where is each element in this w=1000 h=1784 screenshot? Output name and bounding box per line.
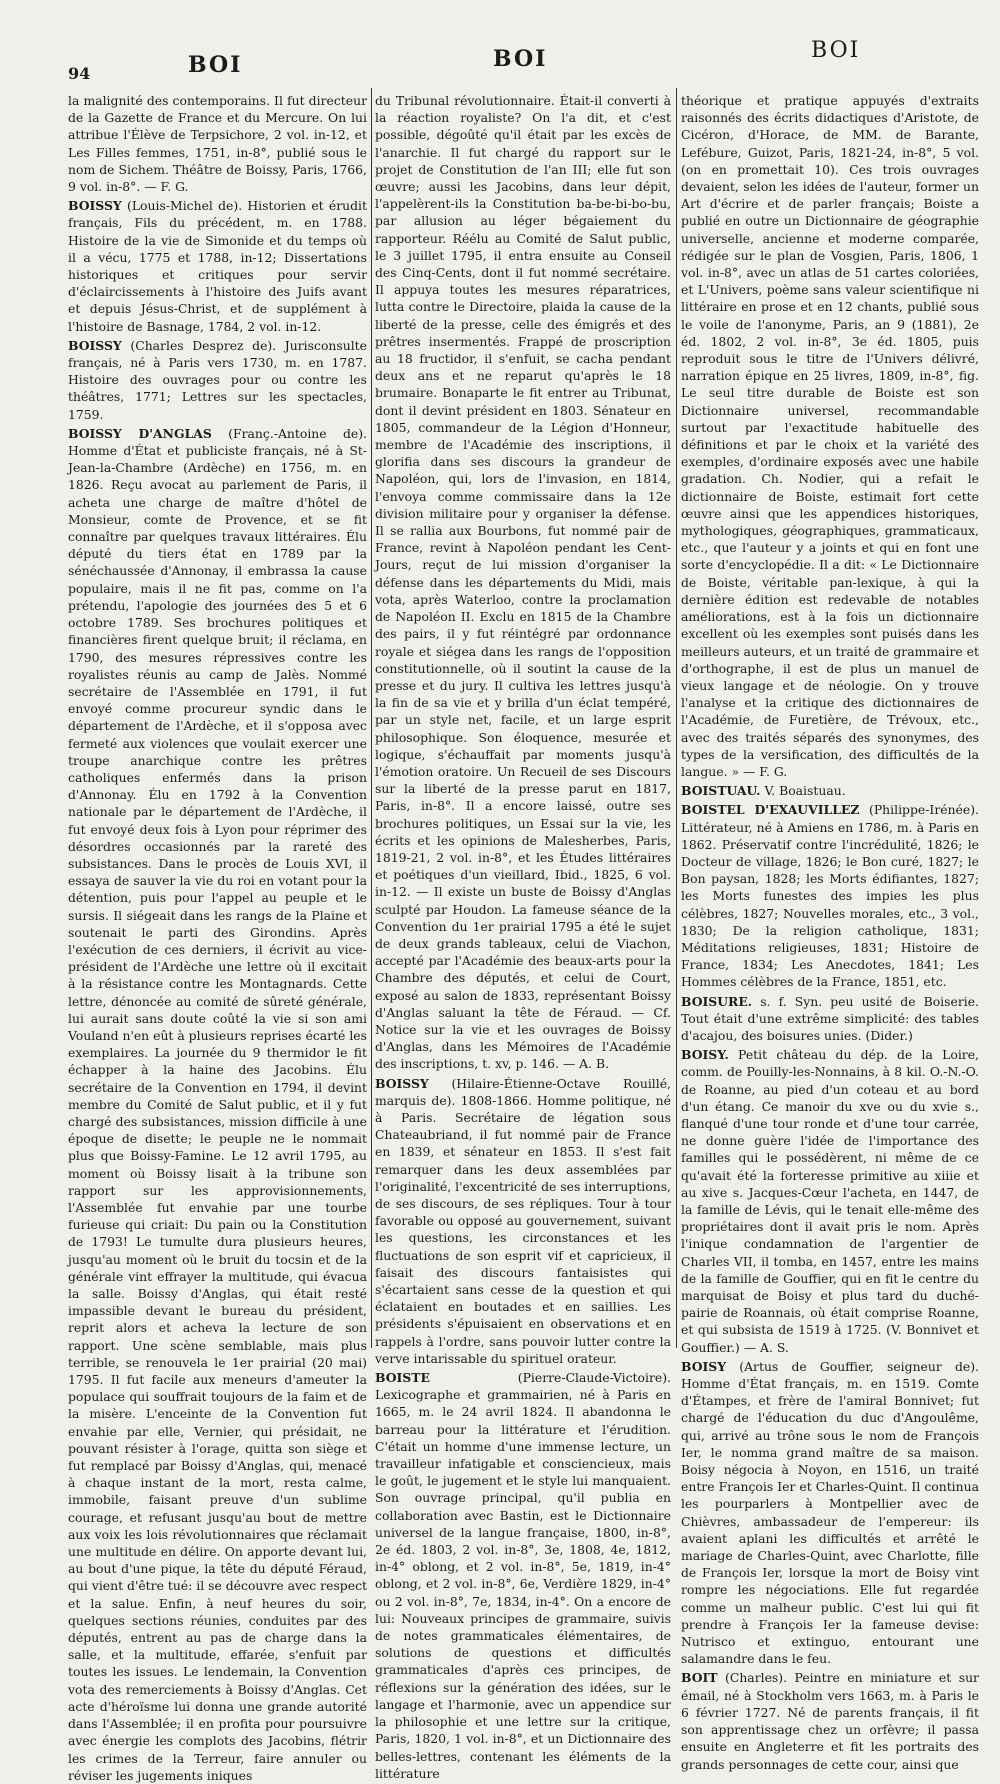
running-head-center: BOI [493,46,548,72]
column-divider [676,88,677,1348]
text-column-middle [375,92,671,1781]
running-head-left: BOI [188,52,243,78]
dictionary-entry [681,993,979,1045]
column-divider [371,88,372,1348]
entry-headword: BOISSY [68,337,122,353]
entry-text: s. f. Syn. peu usité de Boiserie. Tout était d'une extrême simplicité: des tables d'acajou, des boisures unies. (Dider.) [681,993,979,1043]
entry-text: la malignité des contemporains. Il fut directeur de la Gazette de France et du Mercure. On lui attribue l'Élève de Terpsichore, 2 vol. in-12, et Les Filles femmes, 1751, in-8°, publié sous le nom de Sichem. Théâtre de Boissy, Paris, 1766, 9 vol. in-8°. — F. G. [68,93,367,195]
dictionary-entry [681,1358,979,1668]
dictionary-entry [68,197,367,335]
entry-headword: BOISSY [375,1075,429,1091]
entry-headword: BOISURE. [681,993,753,1009]
entry-text: V. Boaistuau. [764,783,846,799]
entry-text: (Charles Desprez de). Jurisconsulte français, né à Paris vers 1730, m. en 1787. Histoire des ouvrages pour ou contre les théâtres, 1771; Lettres sur les spectacles, 1759. [68,337,367,422]
dictionary-entry [681,782,979,799]
text-column-right [681,92,979,1772]
entry-text: Petit château du dép. de la Loire, comm. de Pouilly-les-Nonnains, à 8 kil. O.-N.-O. de Roanne, au pied d'un coteau et au bord d'un étang. Ce manoir du xve ou du xvie s., flanqué d'une tour ronde et d'une tour carrée, ne donne guère l'idée de l'importance des familles qui le possédèrent, ni même de ce qu'avait été la forteresse primitive au xiiie et au xive s. Jacques-Cœur l'acheta, en 1447, de la famille de Lévis, qui le tenait elle-même des propriétaires dont il avait pris le nom. Après l'inique condamnation de l'argentier de Charles VII, il tomba, en 1457, entre les mains de la famille de Gouffier, qui en fit le centre du marquisat de Boisy et plus tard du duché-pairie de Roannais, où était comprise Roanne, et qui subsista de 1519 à 1725. (V. Bonnivet et Gouffier.) — A. S. [681,1047,979,1355]
dictionary-entry [681,1669,979,1772]
dictionary-entry [681,1046,979,1356]
entry-text: (Philippe-Irénée). Littérateur, né à Amiens en 1786, m. à Paris en 1862. Préservatif contre l'incrédulité, 1826; le Docteur de village, 1826; le Bon curé, 1827; le Bon paysan, 1828; les Morts édifiantes, 1827; les Morts funestes des impies les plus célèbres, 1827; Nouvelles morales, etc., 3 vol., 1830; De la religion catholique, 1831; Méditations religieuses, 1831; Histoire de France, 1834; Les Anecdotes, 1841; Les Hommes célèbres de la France, 1851, etc. [681,802,979,990]
dictionary-entry [68,425,367,1784]
entry-text: (Louis-Michel de). Historien et érudit français, Fils du précédent, m. en 1788. Histoire de la vie de Simonide et du temps où il a vécu, 1775 et 1788, in-12; Dissertations historiques et critiques pour servir d'éclaircissements à l'histoire des Juifs avant et depuis Jésus-Christ, et de supplément à l'histoire de Basnage, 1784, 2 vol. in-12. [68,198,367,334]
dictionary-entry [375,92,671,1073]
page-number: 94 [68,64,91,83]
dictionary-entry [681,92,979,780]
entry-text: (Pierre-Claude-Victoire). Lexicographe et grammairien, né à Paris en 1665, m. le 24 avril 1824. Il abandonna le barreau pour la littérature et l'érudition. C'était un homme d'une immense lecture, un travailleur infatigable et consciencieux, mais le goût, le jugement et le style lui manquaient. Son ouvrage principal, qu'il publia en collaboration avec Bastin, est le Dictionnaire universel de la langue française, 1800, in-8°, 2e éd. 1803, 2 vol. in-8°, 3e, 1808, 4e, 1812, in-4° oblong, et 2 vol. in-8°, 5e, 1819, in-4° oblong, et 2 vol. in-8°, 6e, Verdière 1829, in-4° ou 2 vol. in-8°, 7e, 1834, in-4°. On a encore de lui: Nouveaux principes de grammaire, suivis de notes grammaticales élémentaires, de solutions de questions et difficultés grammaticales d'après ces principes, de réflexions sur la génération des idées, sur le langage et l'harmonie, avec un appendice sur la philosophie et une lettre sur la critique, Paris, 1820, 1 vol. in-8°, et un Dictionnaire des belles-lettres, contenant les éléments de la littérature [375,1370,671,1781]
dictionary-entry [375,1369,671,1782]
entry-headword: BOIT [681,1670,718,1686]
entry-headword: BOISY. [681,1047,729,1063]
page-header [0,38,1000,88]
entry-headword: BOISTEL D'EXAUVILLEZ [681,802,860,818]
text-column-left [68,92,367,1783]
entry-text: du Tribunal révolutionnaire. Était-il converti à la réaction royaliste? On l'a dit, et c'est possible, dégoûté qu'il était par les excès de l'anarchie. Il fut chargé du rapport sur le projet de Constitution de l'an III; elle fut son œuvre; aussi les Jacobins, dans leur dépit, l'appelèrent-ils la Constitution ba-be-bi-bo-bu, par allusion au léger bégaiement du rapporteur. Réélu au Comité de Salut public, le 3 juillet 1795, il entra ensuite au Conseil des Cinq-Cents, dont il fut nommé secrétaire. Il appuya toutes les mesures réparatrices, lutta contre le Directoire, plaida la cause de la liberté de la presse, celle des émigrés et des prêtres insermentés. Frappé de proscription au 18 fructidor, il s'enfuit, se cacha pendant deux ans et ne reparut qu'après le 18 brumaire. Bonaparte le fit entrer au Tribunat, dont il devint président en 1803. Sénateur en 1805, commandeur de la Légion d'Honneur, membre de l'Académie des inscriptions, il glorifia dans ses discours la grandeur de Napoléon, qui, lors de l'invasion, en 1814, l'envoya comme commissaire dans la 12e division militaire pour y organiser la défense. Il se rallia aux Bourbons, fut nommé pair de France, revint à Napoléon pendant les Cent-Jours, reçut de lui mission d'organiser la défense dans les départements du Midi, mais vota, après Waterloo, contre la proclamation de Napoléon II. Exclu en 1815 de la Chambre des pairs, il y fut réintégré par ordonnance royale et siégea dans les rangs de l'opposition constitutionnelle, où il soutint la cause de la presse et du jury. Il cultiva les lettres jusqu'à la fin de sa vie et y brilla d'un éclat tempéré, par un style net, facile, et un large esprit philosophique. Son éloquence, mesurée et logique, s'échauffait par moments jusqu'à l'émotion oratoire. Un Recueil de ses Discours sur la liberté de la presse parut en 1817, Paris, in-8°. Il a encore laissé, outre ses brochures politiques, un Essai sur la vie, les écrits et les opinions de Malesherbes, Paris, 1819-21, 2 vol. in-8°, et les Études littéraires et poétiques d'un vieillard, Ibid., 1825, 6 vol. in-12. — Il existe un buste de Boissy d'Anglas sculpté par Houdon. La fameuse séance de la Convention du 1er prairial 1795 a été le sujet de deux grands tableaux, celui de Viachon, accepté par l'Académie des beaux-arts pour la Chambre des députés, et celui de Court, exposé au salon de 1833, représentant Boissy d'Anglas saluant la tête de Féraud. — Cf. Notice sur la vie et les ouvrages de Boissy d'Anglas, dans les Mémoires de l'Académie des inscriptions, t. xv, p. 146. — A. B. [375,93,671,1072]
entry-text: (Franç.-Antoine de). Homme d'État et publiciste français, né à St-Jean-la-Chambre (Ardèche) en 1756, m. en 1826. Reçu avocat au parlement de Paris, il acheta une charge de maître d'hôtel de Monsieur, comte de Provence, et se fit connaître par quelques travaux littéraires. Élu député du tiers état en 1789 par la sénéchaussée d'Annonay, il embrassa la cause populaire, mais il ne fit pas, comme on l'a prétendu, l'apologie des journées des 5 et 6 octobre 1789. Ses brochures politiques et financières firent quelque bruit; il réclama, en 1790, des mesures répressives contre les royalistes réunis au camp de Jalès. Nommé secrétaire de l'Assemblée en 1791, il fut envoyé comme procureur syndic dans le département de l'Ardèche, et il s'opposa avec fermeté aux violences que voulait exercer une troupe anarchique contre les prêtres catholiques enfermés dans la prison d'Annonay. Élu en 1792 à la Convention nationale par le département de l'Ardèche, il fut envoyé deux fois à Lyon pour réprimer des désordres occasionnés par la rareté des subsistances. Dans le procès de Louis XVI, il essaya de sauver la vie du roi en votant pour la détention, puis pour l'appel au peuple et le sursis. Il siégeait dans les rangs de la Plaine et soutenait le parti des Girondins. Après l'exécution de ces derniers, il écrivit au vice-président de l'Ardèche une lettre où il excitait à la résistance contre les Montagnards. Cette lettre, dénoncée au comité de sûreté générale, lui aurait sans doute coûté la vie si son ami Vouland n'en eût à plusieurs reprises écarté les exemplaires. La journée du 9 thermidor le fit échapper à la haine des Jacobins. Élu secrétaire de la Convention en 1794, il devint membre du Comité de Salut public, et il y fut chargé des subsistances, mission difficile à une époque de disette; le peuple ne le nommait plus que Boissy-Famine. Le 12 avril 1795, au moment où Boissy lisait à la tribune son rapport sur les approvisionnements, l'Assemblée fut envahie par une tourbe furieuse qui criait: Du pain ou la Constitution de 1793! Le tumulte dura plusieurs heures, jusqu'au moment où le bruit du tocsin et de la générale vint effrayer la multitude, qui évacua la salle. Boissy d'Anglas, qui était resté impassible devant le bureau du président, reprit alors et acheva la lecture de son rapport. Une scène semblable, mais plus terrible, se renouvela le 1er prairial (20 mai) 1795. Il fut facile aux meneurs d'ameuter la populace qui souffrait toujours de la faim et de la misère. L'enceinte de la Convention fut envahie par elle, Vernier, qui présidait, ne pouvant résister à l'orage, quitta son siège et fut remplacé par Boissy d'Anglas, qui, menacé à chaque instant de la mort, resta calme, immobile, faisant preuve d'un sublime courage, et refusant jusqu'au bout de mettre aux voix les lois révolutionnaires que réclamait une multitude en délire. On apporte devant lui, au bout d'une pique, la tête du député Féraud, qui vient d'être tué: il se découvre avec respect et la salue. Enfin, à neuf heures du soir, quelques sections réunies, conduites par des députés, entrent au pas de charge dans la salle, et la multitude, effarée, s'enfuit par toutes les issues. Le lendemain, la Convention vota des remerciements à Boissy d'Anglas. Cet acte d'héroïsme lui donna une grande autorité dans l'Assemblée; il en profita pour poursuivre avec énergie les complots des Jacobins, flétrir les crimes de la Terreur, faire annuler ou réviser les jugements iniques [68,425,367,1783]
entry-text: (Artus de Gouffier, seigneur de). Homme d'État français, m. en 1519. Comte d'Étampes, et frère de l'amiral Bonnivet; fut chargé de l'éducation du duc d'Angoulême, qui, arrivé au trône sous le nom de François Ier, le nomma grand maître de sa maison. Boisy négocia à Noyon, en 1516, un traité entre François Ier et Charles-Quint. Il continua les pourparlers à Montpellier avec de Chièvres, ambassadeur de l'empereur: ils avaient aplani les difficultés et arrêté le mariage de Charles-Quint, avec Charlotte, fille de François Ier, lorsque la mort de Boisy vint rompre les négociations. Elle fut regardée comme un malheur public. C'est lui qui fit prendre à François Ier la fameuse devise: Nutrisco et extinguo, entourant une salamandre dans le feu. [681,1358,979,1667]
entry-text: (Charles). Peintre en miniature et sur émail, né à Stockholm vers 1663, m. à Paris le 6 février 1727. Né de parents français, il fit son apprentissage chez un orfèvre; il passa ensuite en Angleterre et fit les portraits des grands personnages de cette cour, ainsi que [681,1670,979,1772]
entry-headword: BOISTUAU. [681,783,761,799]
dictionary-entry [68,92,367,195]
entry-headword: BOISSY D'ANGLAS [68,425,212,441]
dictionary-entry [681,801,979,990]
dictionary-entry [375,1075,671,1367]
entry-text: (Hilaire-Étienne-Octave Rouillé, marquis de). 1808-1866. Homme politique, né à Paris. Secrétaire de légation sous Chateaubriand, il fut nommé pair de France en 1839, et sénateur en 1853. Il s'est fait remarquer dans les deux assemblées par l'originalité, l'excentricité de ses interruptions, de ses discours, de ses répliques. Tour à tour favorable ou opposé au gouvernement, suivant les questions, les circonstances et les fluctuations de son esprit vif et capricieux, il faisait des discours fantaisistes qui s'écartaient sans cesse de la question et qui éclataient en boutades et en saillies. Les présidents s'épuisaient en observations et en rappels à l'ordre, sans pouvoir lutter contre la verve intarissable du spirituel orateur. [375,1075,671,1366]
entry-text: théorique et pratique appuyés d'extraits raisonnés des écrits didactiques d'Aristote, de Cicéron, d'Horace, de MM. de Barante, Lefébure, Guizot, Paris, 1821-24, in-8°, 5 vol. (on en promettait 10). Ces trois ouvrages devaient, selon les idées de l'auteur, former un Art d'écrire et de parler français; Boiste a publié en outre un Dictionnaire de géographie universelle, ancienne et moderne comparée, rédigée sur le plan de Vosgien, Paris, 1806, 1 vol. in-8°, avec un atlas de 51 cartes coloriées, et L'Univers, poème sans valeur scientifique ni littéraire en prose et en 12 chants, publié sous le voile de l'anonyme, Paris, an 9 (1881), 2e éd. 1802, 2 vol. in-8°, 3e éd. 1805, puis reproduit sous le titre de l'Univers délivré, narration épique en 25 livres, 1809, in-8°, fig. Le seul titre durable de Boiste est son Dictionnaire universel, recommandable surtout par l'exactitude habituelle des définitions et par le choix et la variété des exemples, d'ordinaire exposés avec une habile gradation. Ch. Nodier, qui a refait le dictionnaire de Boiste, estimait fort cette œuvre ainsi que les appendices historiques, mythologiques, géographiques, grammaticaux, etc., que l'auteur y a joints et qui en font une sorte d'encyclopédie. Il a dit: « Le Dictionnaire de Boiste, véritable pan-lexique, à qui la dernière édition est redevable de notables améliorations, est à la fois un dictionnaire excellent où les exemples sont puisés dans les meilleurs auteurs, et un traité de grammaire et d'orthographe, il est de plus un manuel de vieux langage et de néologie. On y trouve l'analyse et la critique des dictionnaires de l'Académie, de Furetière, de Trévoux, etc., avec des traités séparés des synonymes, des types de la versification, des difficultés de la langue. » — F. G. [681,93,979,779]
entry-headword: BOISY [681,1358,727,1374]
entry-headword: BOISTE [375,1370,430,1386]
entry-headword: BOISSY [68,198,122,214]
running-head-right: BOI [811,38,861,63]
dictionary-entry [68,337,367,423]
